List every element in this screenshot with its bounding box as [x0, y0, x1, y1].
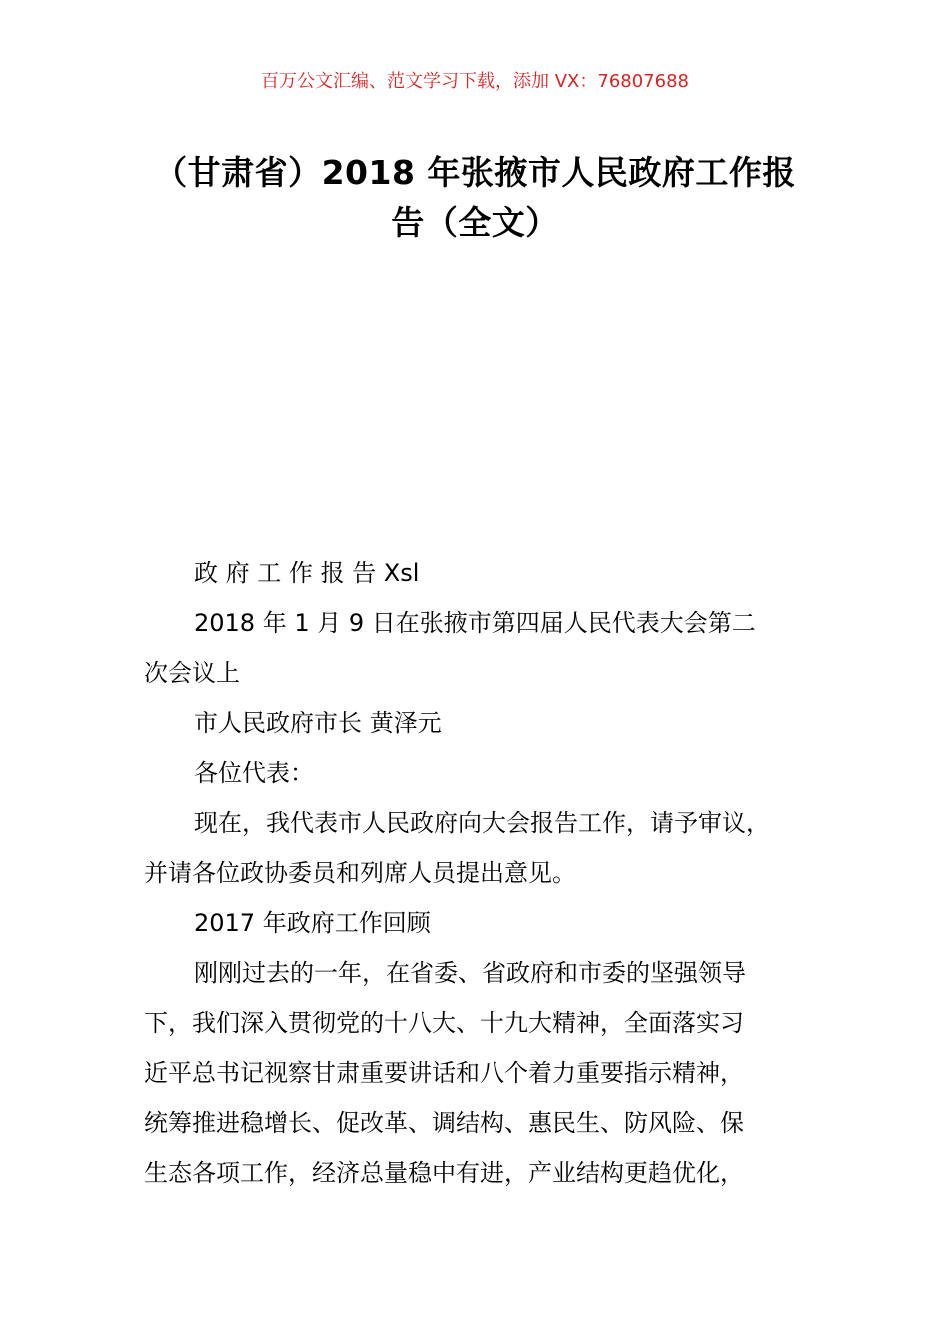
document-title-line-2: 告（全文）	[391, 203, 559, 242]
meeting-date-line-cont: 次会议上	[144, 659, 240, 687]
header-note: 百万公文汇编、范文学习下载，添加 VX：76807688	[261, 71, 689, 92]
paragraph-line: 下，我们深入贯彻党的十八大、十九大精神，全面落实习	[144, 1009, 744, 1037]
salutation-line: 各位代表：	[194, 759, 314, 787]
paragraph-line: 刚刚过去的一年，在省委、省政府和市委的坚强领导	[194, 959, 746, 987]
paragraph-line: 近平总书记视察甘肃重要讲话和八个着力重要指示精神，	[144, 1059, 744, 1087]
report-label-line: 政 府 工 作 报 告 Xsl	[194, 559, 420, 587]
paragraph-line: 现在，我代表市人民政府向大会报告工作，请予审议，	[194, 809, 770, 837]
meeting-date-line: 2018 年 1 月 9 日在张掖市第四届人民代表大会第二	[194, 609, 756, 637]
speaker-line: 市人民政府市长 黄泽元	[194, 709, 442, 737]
document-title-line-1: （甘肃省）2018 年张掖市人民政府工作报	[154, 153, 796, 192]
section-heading: 2017 年政府工作回顾	[194, 909, 431, 937]
paragraph-line: 生态各项工作，经济总量稳中有进，产业结构更趋优化，	[144, 1159, 744, 1187]
paragraph-line: 统筹推进稳增长、促改革、调结构、惠民生、防风险、保	[144, 1109, 744, 1137]
paragraph-line: 并请各位政协委员和列席人员提出意见。	[144, 859, 576, 887]
